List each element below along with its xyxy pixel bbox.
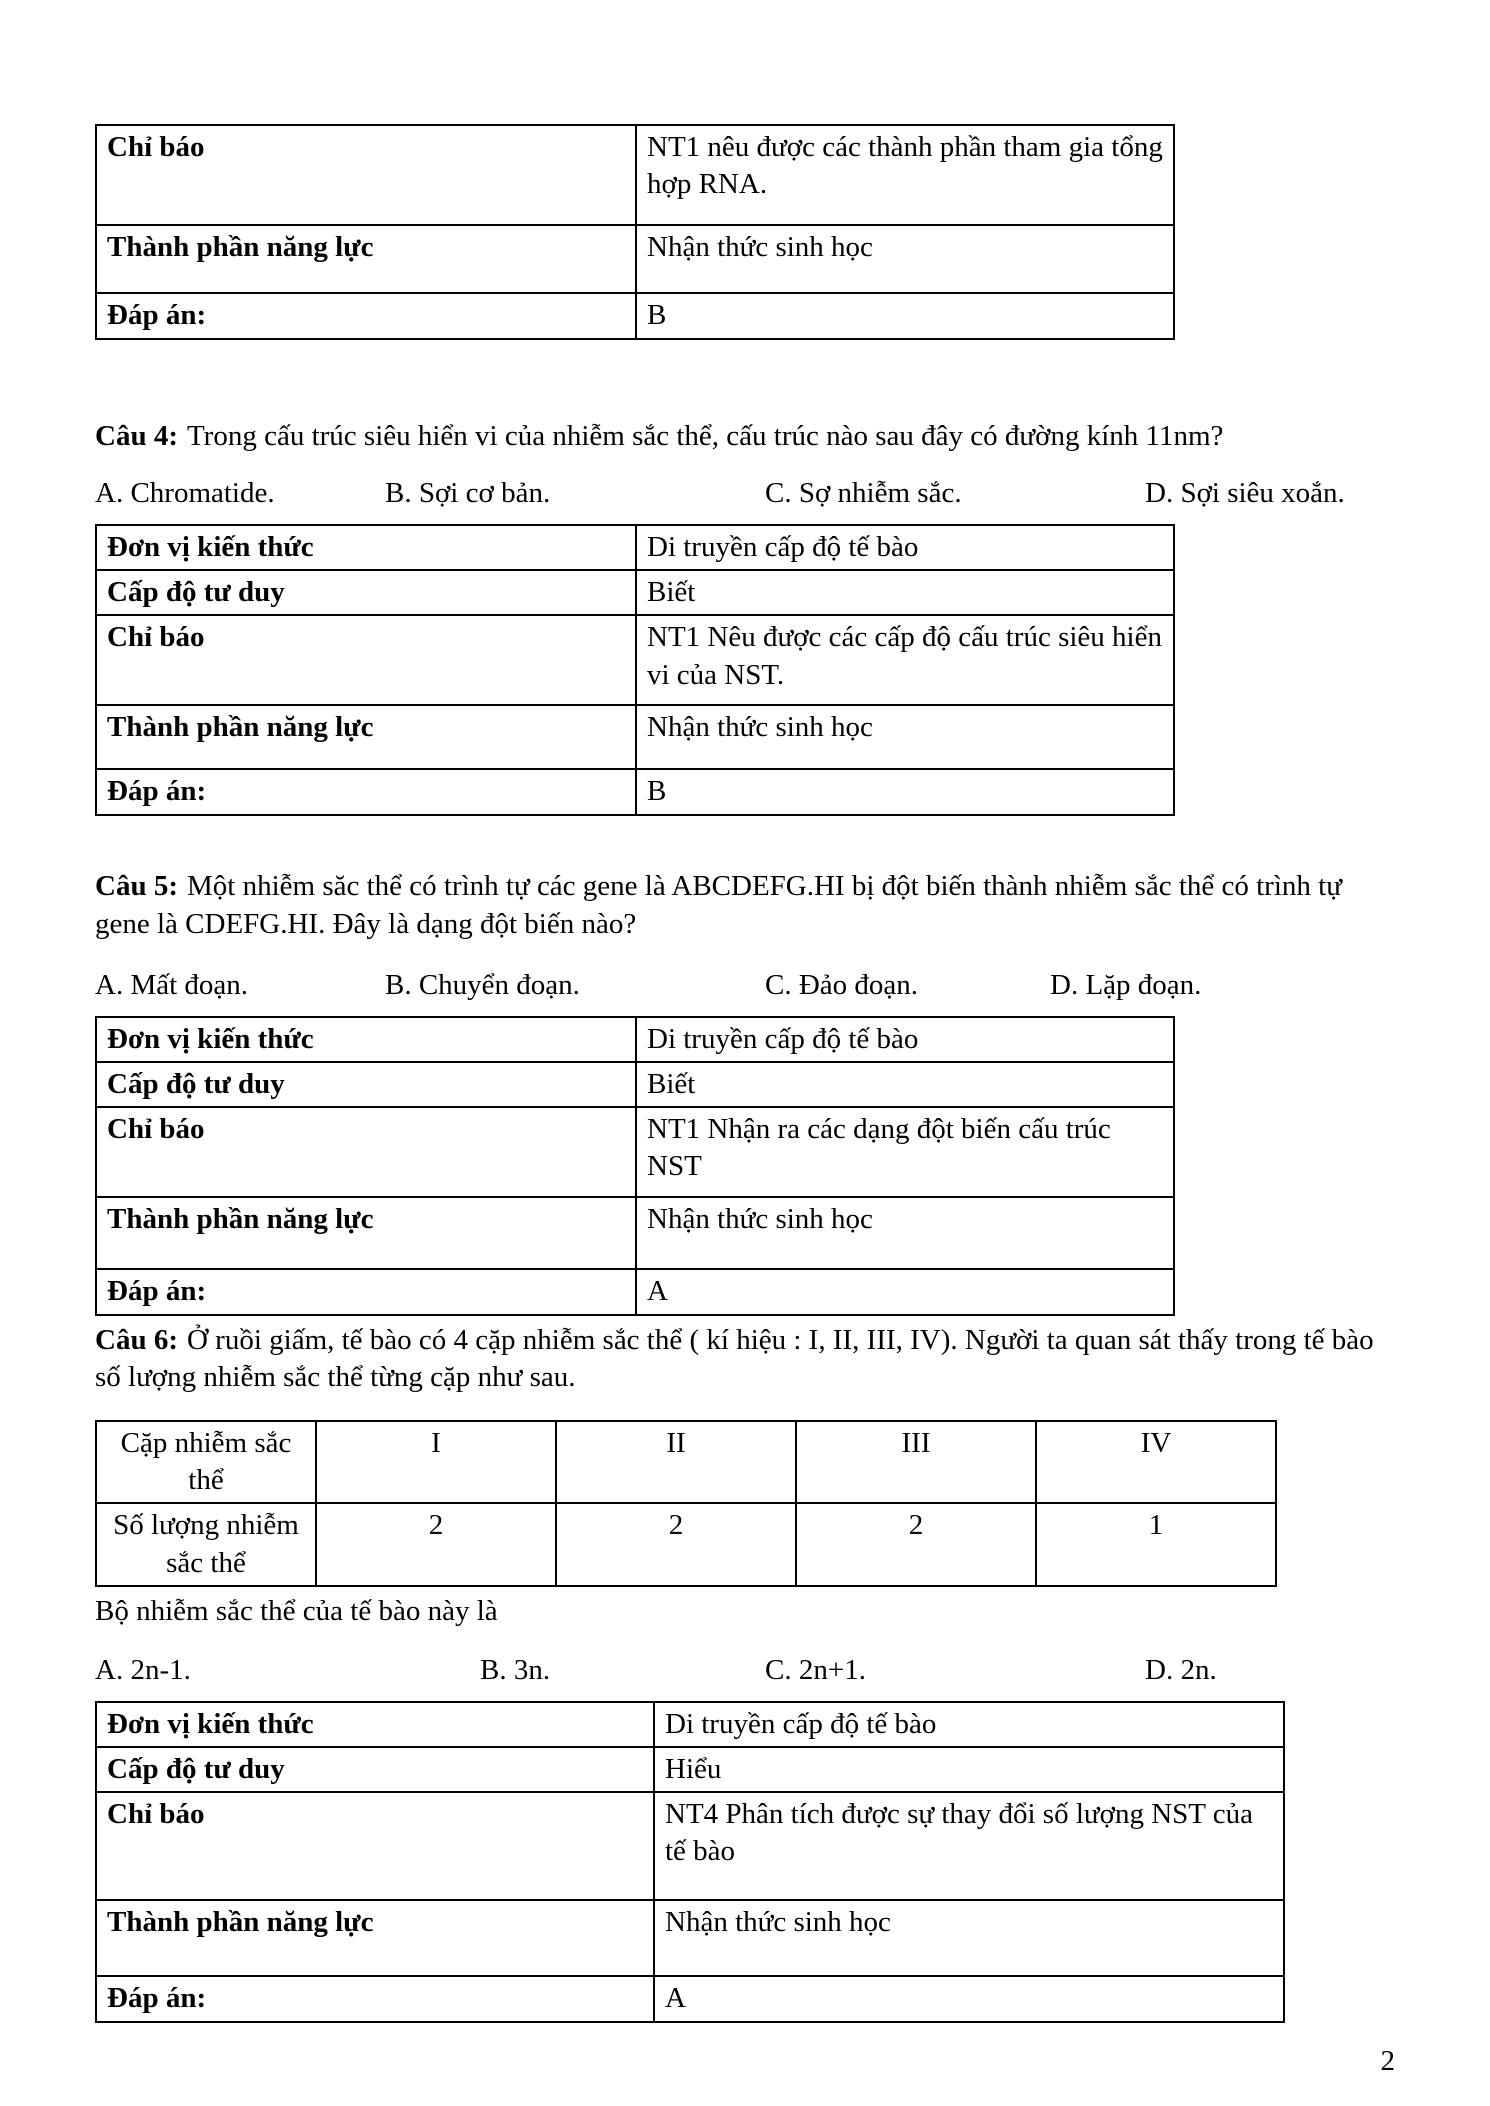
meta-label: Cấp độ tư duy bbox=[96, 1747, 654, 1792]
meta-value: Di truyền cấp độ tế bào bbox=[636, 1017, 1174, 1062]
question-text: Ở ruồi giấm, tế bào có 4 cặp nhiễm sắc thể ( kí hiệu : I, II, III, IV). Người ta quan sát thấy trong tế bào số lượng nhiễm sắc thể từng cặp như sau. bbox=[95, 1323, 1374, 1394]
meta-label: Chỉ báo bbox=[96, 1792, 654, 1900]
meta-value: Biết bbox=[636, 570, 1174, 615]
question-number: Câu 5: bbox=[95, 870, 178, 903]
table-row bbox=[96, 1107, 1174, 1197]
question-5-options bbox=[95, 967, 1395, 1004]
chrom-header-counts: Số lượng nhiễm sắc thể bbox=[96, 1503, 316, 1585]
question-4-heading bbox=[95, 418, 1395, 455]
option-a: A. Mất đoạn. bbox=[95, 968, 249, 1001]
meta-label: Thành phần năng lực bbox=[96, 225, 636, 293]
chrom-pair-label: I bbox=[316, 1421, 556, 1503]
meta-value: A bbox=[636, 1269, 1174, 1315]
question-5-heading bbox=[95, 868, 1395, 942]
table-row bbox=[96, 1976, 1284, 2022]
table-row bbox=[96, 1900, 1284, 1976]
meta-label: Chỉ báo bbox=[96, 125, 636, 225]
table-row bbox=[96, 1269, 1174, 1315]
meta-label: Cấp độ tư duy bbox=[96, 570, 636, 615]
chrom-header-pairs: Cặp nhiễm sắc thể bbox=[96, 1421, 316, 1503]
table-row bbox=[96, 1197, 1174, 1269]
table-row bbox=[96, 525, 1174, 570]
table-row bbox=[96, 1702, 1284, 1747]
meta-value: Nhận thức sinh học bbox=[636, 225, 1174, 293]
option-b: B. Sợi cơ bản. bbox=[385, 477, 551, 510]
chrom-count: 2 bbox=[796, 1503, 1036, 1585]
question-4-options bbox=[95, 475, 1395, 512]
meta-label: Đáp án: bbox=[96, 1269, 636, 1315]
table-row bbox=[96, 769, 1174, 815]
chrom-count: 2 bbox=[316, 1503, 556, 1585]
meta-value: NT4 Phân tích được sự thay đổi số lượng NST của tế bào bbox=[654, 1792, 1284, 1900]
meta-label: Đơn vị kiến thức bbox=[96, 1702, 654, 1747]
question-6-options bbox=[95, 1652, 1395, 1689]
meta-label: Chỉ báo bbox=[96, 615, 636, 705]
page-number: 2 bbox=[1380, 2045, 1395, 2078]
table-row bbox=[96, 1062, 1174, 1107]
meta-value: Di truyền cấp độ tế bào bbox=[654, 1702, 1284, 1747]
meta-value: A bbox=[654, 1976, 1284, 2022]
table-row bbox=[96, 293, 1174, 339]
table-row bbox=[96, 225, 1174, 293]
option-a: A. Chromatide. bbox=[95, 477, 275, 510]
table-row bbox=[96, 615, 1174, 705]
option-b: B. 3n. bbox=[480, 1653, 551, 1686]
meta-value: NT1 Nhận ra các dạng đột biến cấu trúc NST bbox=[636, 1107, 1174, 1197]
question-number: Câu 6: bbox=[95, 1323, 178, 1356]
chrom-pair-label: III bbox=[796, 1421, 1036, 1503]
meta-value: Hiểu bbox=[654, 1747, 1284, 1792]
question-5-meta-table bbox=[95, 1016, 1175, 1316]
question-text: Một nhiễm săc thể có trình tự các gene là ABCDEFG.HI bị đột biến thành nhiễm sắc thể có trình tự gene là CDEFG.HI. Đây là dạng đột biến nào? bbox=[95, 870, 1342, 940]
chromosome-count-table bbox=[95, 1420, 1277, 1586]
table-row bbox=[96, 1792, 1284, 1900]
option-d: D. Lặp đoạn. bbox=[1050, 968, 1202, 1001]
meta-label: Thành phần năng lực bbox=[96, 1900, 654, 1976]
question-6-heading bbox=[95, 1322, 1395, 1396]
option-a: A. 2n-1. bbox=[95, 1653, 191, 1686]
meta-label: Đáp án: bbox=[96, 1976, 654, 2022]
meta-label: Đơn vị kiến thức bbox=[96, 1017, 636, 1062]
option-d: D. 2n. bbox=[1145, 1653, 1217, 1686]
question-6-followup: Bộ nhiễm sắc thể của tế bào này là bbox=[95, 1594, 498, 1627]
table-row bbox=[96, 1503, 1276, 1585]
meta-value: B bbox=[636, 293, 1174, 339]
question-4-meta-table bbox=[95, 524, 1175, 816]
chrom-count: 1 bbox=[1036, 1503, 1276, 1585]
meta-value: NT1 nêu được các thành phần tham gia tổng hợp RNA. bbox=[636, 125, 1174, 225]
chrom-pair-label: II bbox=[556, 1421, 796, 1503]
meta-label: Thành phần năng lực bbox=[96, 705, 636, 769]
meta-label: Đáp án: bbox=[96, 293, 636, 339]
option-c: C. Sợ nhiễm sắc. bbox=[765, 477, 962, 510]
meta-value: Nhận thức sinh học bbox=[636, 705, 1174, 769]
table-row bbox=[96, 1747, 1284, 1792]
question-6-meta-table bbox=[95, 1701, 1285, 2023]
table-row bbox=[96, 125, 1174, 225]
meta-label: Thành phần năng lực bbox=[96, 1197, 636, 1269]
meta-label: Chỉ báo bbox=[96, 1107, 636, 1197]
option-d: D. Sợi siêu xoắn. bbox=[1145, 477, 1345, 510]
meta-value: Di truyền cấp độ tế bào bbox=[636, 525, 1174, 570]
table-row bbox=[96, 570, 1174, 615]
meta-value: Biết bbox=[636, 1062, 1174, 1107]
table-row bbox=[96, 1017, 1174, 1062]
meta-value: Nhận thức sinh học bbox=[636, 1197, 1174, 1269]
question-text: Trong cấu trúc siêu hiển vi của nhiễm sắc thể, cấu trúc nào sau đây có đường kính 11nm? bbox=[186, 420, 1224, 452]
meta-label: Cấp độ tư duy bbox=[96, 1062, 636, 1107]
meta-label: Đơn vị kiến thức bbox=[96, 525, 636, 570]
question-number: Câu 4: bbox=[95, 420, 178, 452]
meta-label: Đáp án: bbox=[96, 769, 636, 815]
meta-value: Nhận thức sinh học bbox=[654, 1900, 1284, 1976]
option-c: C. Đảo đoạn. bbox=[765, 968, 919, 1001]
option-c: C. 2n+1. bbox=[765, 1653, 866, 1686]
meta-value: B bbox=[636, 769, 1174, 815]
table-row bbox=[96, 1421, 1276, 1503]
option-b: B. Chuyển đoạn. bbox=[385, 968, 580, 1001]
table-row bbox=[96, 705, 1174, 769]
meta-value: NT1 Nêu được các cấp độ cấu trúc siêu hiển vi của NST. bbox=[636, 615, 1174, 705]
carryover-meta-table bbox=[95, 124, 1175, 340]
chrom-pair-label: IV bbox=[1036, 1421, 1276, 1503]
chrom-count: 2 bbox=[556, 1503, 796, 1585]
